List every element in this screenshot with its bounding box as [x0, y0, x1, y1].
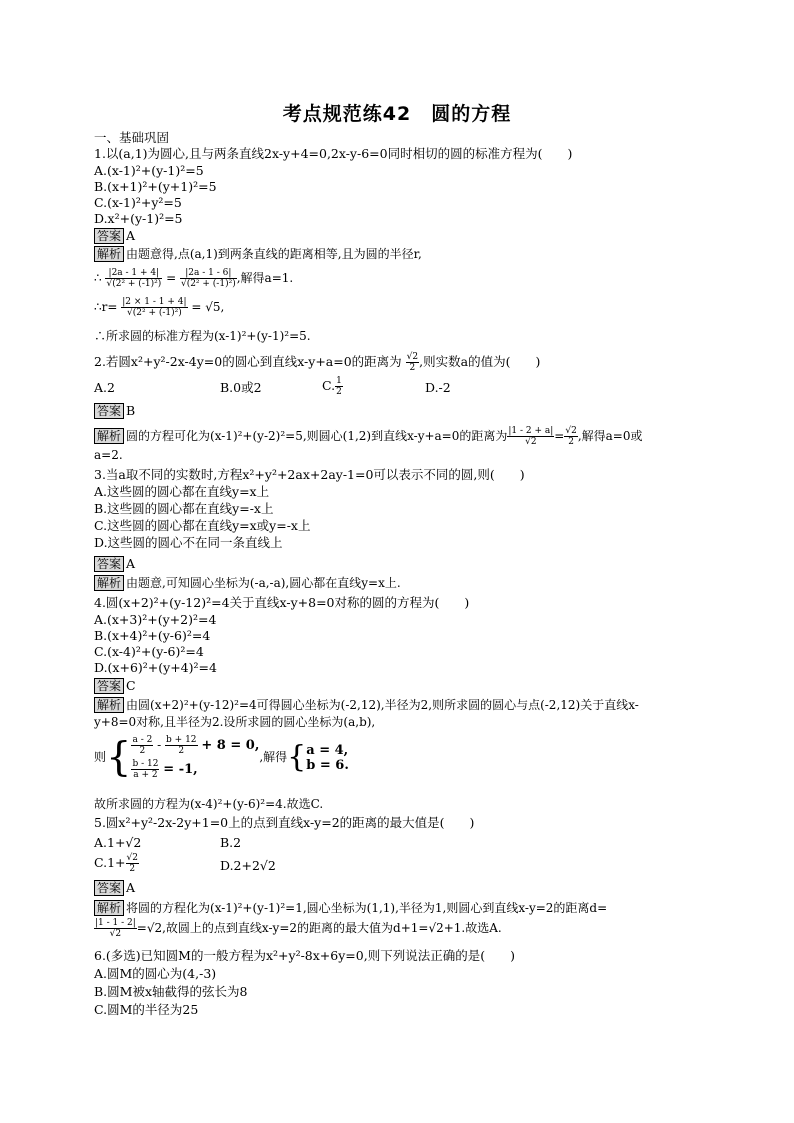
answer-tag: 答案: [94, 678, 124, 694]
q2-analysis-fraction-2: $\frac{√2}{2}$: [565, 426, 577, 447]
q1-fraction-3: $\frac{|2 \times 1 - 1 + 4|}{\text{√(2² + (-1)²)}}$: [122, 297, 187, 318]
q3-option-a: A.这些圆的圆心都在直线y=x上: [94, 484, 270, 499]
q2-analysis: 解析 圆的方程可化为(x-1)²+(y-2)²=5,则圆心(1,2)到直线x-y+a=0的距离为 $\frac{|1 - 2 + a|}{√2}$ = $\frac{√2}{2}$ ,解得a=0或: [94, 426, 643, 447]
q3-analysis: 解析 由题意,可知圆心坐标为(-a,-a),圆心都在直线y=x上.: [94, 575, 401, 591]
q2-answer-value: B: [126, 403, 136, 418]
analysis-tag: 解析: [94, 575, 124, 591]
analysis-tag: 解析: [94, 246, 124, 262]
q4-option-a: A.(x+3)²+(y+2)²=4: [94, 612, 217, 627]
q1-option-a: A.(x-1)²+(y-1)²=5: [94, 163, 204, 178]
q1-stem: 1.以(a,1)为圆心,且与两条直线2x-y+4=0,2x-y-6=0同时相切的圆的标准方程为( ): [94, 146, 573, 161]
analysis-tag: 解析: [94, 428, 124, 444]
q3-stem: 3.当a取不同的实数时,方程x²+y²+2ax+2ay-1=0可以表示不同的圆,则( ): [94, 467, 525, 482]
q1-analysis-line-3: ∴r= $\frac{|2 \times 1 - 1 + 4|}{\text{√(2² + (-1)²)}}$ = √5,: [94, 297, 225, 318]
q4-equation-system: 则{ $\frac{a - 2}{2}$ - $\frac{b + 12}{2}$ + 8 = 0, $\frac{b - 12}{a + 2}$ = -1, ,解得{ a = 4, b = 6.: [94, 734, 349, 781]
q1-answer: [94, 228, 135, 244]
q1-fraction-2: $\frac{|2a - 1 - 6|}{\text{√(2² + (-1)²)}}$: [180, 268, 236, 289]
q1-answer-value: A: [126, 228, 136, 243]
q5-analysis-fraction: $\frac{|1 - 1 - 2|}{√2}$: [95, 918, 136, 939]
q4-answer-value: C: [126, 678, 136, 693]
q4-answer: [94, 678, 136, 694]
q5-option-c: C.1+ $\frac{√2}{2}$: [94, 853, 138, 874]
q6-option-a: A.圆M的圆心为(4,-3): [94, 966, 217, 981]
q5-analysis: 解析 将圆的方程化为(x-1)²+(y-1)²=1,圆心坐标为(1,1),半径为1,则圆心到直线x-y=2的距离d=: [94, 900, 607, 916]
q3-answer-value: A: [126, 556, 136, 571]
q4-option-b: B.(x+4)²+(y-6)²=4: [94, 628, 211, 643]
q1-analysis-line-4: ∴所求圆的标准方程为(x-1)²+(y-1)²=5.: [94, 329, 311, 343]
q2-analysis-line-2: a=2.: [94, 448, 123, 462]
q1-analysis-line-1: 由题意得,点(a,1)到两条直线的距离相等,且为圆的半径r,: [126, 247, 422, 261]
q5-analysis-line-2: $\frac{|1 - 1 - 2|}{√2}$ =√2,故圆上的点到直线x-y=2的距离的最大值为d+1=√2+1.故选A.: [95, 918, 502, 939]
q2-option-c: C. $\frac{1}{2}$: [322, 376, 342, 397]
q2-answer: [94, 403, 135, 419]
q1-option-d: D.x²+(y-1)²=5: [94, 211, 183, 226]
q1-analysis-line-2-end: ,解得a=1.: [236, 271, 294, 285]
q5-answer: [94, 880, 135, 896]
q1-analysis-line-2: [94, 268, 293, 289]
q2-option-a: A.2: [94, 380, 115, 395]
q4-analysis: 解析 由圆(x+2)²+(y-12)²=4可得圆心坐标为(-2,12),半径为2,则所求圆的圆心与点(-2,12)关于直线x-: [94, 697, 639, 713]
q2-option-b: B.0或2: [220, 380, 262, 395]
q4-option-d: D.(x+6)²+(y+4)²=4: [94, 660, 217, 675]
analysis-tag: 解析: [94, 900, 124, 916]
q6-option-b: B.圆M被x轴截得的弦长为8: [94, 984, 248, 999]
answer-tag: 答案: [94, 403, 124, 419]
q3-option-b: B.这些圆的圆心都在直线y=-x上: [94, 501, 274, 516]
answer-tag: 答案: [94, 880, 124, 896]
page-title: 考点规范练42 圆的方程: [282, 103, 512, 125]
q3-option-c: C.这些圆的圆心都在直线y=x或y=-x上: [94, 518, 311, 533]
analysis-tag: 解析: [94, 697, 124, 713]
q1-option-c: C.(x-1)²+y²=5: [94, 195, 182, 210]
q2-analysis-fraction-1: $\frac{|1 - 2 + a|}{√2}$: [508, 426, 554, 447]
q5-stem: 5.圆x²+y²-2x-2y+1=0上的点到直线x-y=2的距离的最大值是( ): [94, 815, 475, 830]
therefore-symbol: ∴: [94, 271, 102, 285]
q3-option-d: D.这些圆的圆心不在同一条直线上: [94, 535, 283, 550]
q6-option-c: C.圆M的半径为25: [94, 1002, 199, 1017]
q1-analysis: [94, 246, 422, 262]
q5-option-b: B.2: [220, 835, 242, 850]
q4-analysis-line-3: 故所求圆的方程为(x-4)²+(y-6)²=4.故选C.: [94, 797, 324, 811]
q6-stem: 6.(多选)已知圆M的一般方程为x²+y²-8x+6y=0,则下列说法正确的是( ): [94, 948, 515, 963]
q1-fraction-1: $\frac{|2a - 1 + 4|}{\text{√(2² + (-1)²)}}$: [106, 268, 162, 289]
section-heading: 一、基础巩固: [94, 130, 170, 145]
q5-option-d: D.2+2√2: [220, 858, 276, 873]
q5-option-a: A.1+√2: [94, 835, 142, 850]
q4-analysis-line-2: y+8=0对称,且半径为2.设所求圆的圆心坐标为(a,b),: [94, 715, 376, 729]
q4-stem: 4.圆(x+2)²+(y-12)²=4关于直线x-y+8=0对称的圆的方程为( ): [94, 595, 470, 610]
q2-stem: 2.若圆x²+y²-2x-4y=0的圆心到直线x-y+a=0的距离为 $\frac{√2}{2}$ ,则实数a的值为( ): [94, 352, 541, 373]
q1-option-b: B.(x+1)²+(y+1)²=5: [94, 179, 217, 194]
answer-tag: 答案: [94, 228, 124, 244]
q2-option-d: D.-2: [425, 380, 451, 395]
q2-stem-fraction: $\frac{√2}{2}$: [406, 352, 419, 373]
equals-sign: =: [166, 271, 177, 285]
answer-tag: 答案: [94, 556, 124, 572]
q3-answer: [94, 556, 135, 572]
q5-answer-value: A: [126, 880, 136, 895]
q4-option-c: C.(x-4)²+(y-6)²=4: [94, 644, 204, 659]
